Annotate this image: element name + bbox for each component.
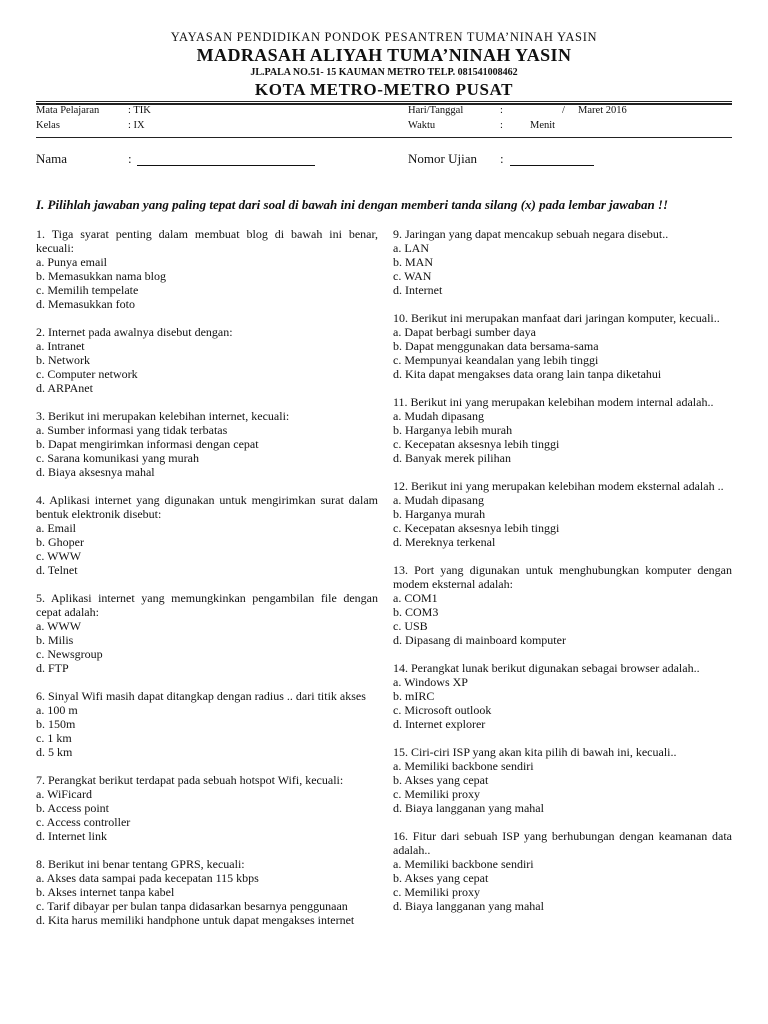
answer-option: b. Milis [36,633,74,647]
answer-option: b. MAN [393,255,434,269]
answer-option: b. Akses yang cepat [393,773,489,787]
answer-option: c. Kecepatan aksesnya lebih tinggi [393,437,560,451]
question-text: 10. Berikut ini merupakan manfaat dari jaringan komputer, kecuali.. [393,311,720,325]
answer-option: d. Internet [393,283,443,297]
question-text: 11. Berikut ini yang merupakan kelebihan modem internal adalah.. [393,395,714,409]
answer-option: c. WWW [36,549,82,563]
answer-option: a. Mudah dipasang [393,493,484,507]
question [36,409,378,479]
answer-option: b. Access point [36,801,109,815]
answer-option: b. COM3 [393,605,439,619]
question [36,493,378,577]
answer-option: c. Tarif dibayar per bulan tanpa didasarkan besarnya penggunaan [36,899,348,913]
question [36,773,378,843]
answer-option: d. 5 km [36,745,73,759]
answer-option: b. mIRC [393,689,435,703]
answer-option: c. WAN [393,269,432,283]
question-text: 5. Aplikasi internet yang memungkinkan pengambilan file dengan cepat adalah: [36,591,378,619]
answer-option: d. Internet link [36,829,107,843]
question [393,563,732,647]
question-text: 7. Perangkat berikut terdapat pada sebuah hotspot Wifi, kecuali: [36,773,344,787]
school-address: JL.PALA NO.51- 15 KAUMAN METRO TELP. 081541008462 [250,67,518,78]
answer-option: c. Access controller [36,815,131,829]
answer-option: d. ARPAnet [36,381,93,395]
answer-option: d. Mereknya terkenal [393,535,496,549]
answer-option: c. Memiliki proxy [393,787,480,801]
question-text: 6. Sinyal Wifi masih dapat ditangkap dengan radius .. dari titik akses [36,689,366,703]
question-text: 4. Aplikasi internet yang digunakan untuk mengirimkan surat dalam bentuk elektronik disebut: [36,493,378,521]
answer-option: b. Akses internet tanpa kabel [36,885,175,899]
answer-option: b. Dapat mengirimkan informasi dengan cepat [36,437,259,451]
question-text: 2. Internet pada awalnya disebut dengan: [36,325,233,339]
exam-number-label: Nomor Ujian [408,151,477,166]
question [36,689,378,759]
meta-divider [36,137,732,138]
questions-right-column [393,227,732,927]
answer-option: a. WiFicard [36,787,92,801]
name-label: Nama [36,151,68,166]
answer-option: a. Windows XP [393,675,468,689]
answer-option: d. Internet explorer [393,717,486,731]
answer-option: d. Kita dapat mengakses data orang lain tanpa diketahui [393,367,662,381]
question [393,829,732,913]
answer-option: d. Telnet [36,563,78,577]
question [393,479,732,549]
answer-option: b. Ghoper [36,535,84,549]
time-colon: : [500,120,503,131]
question [393,311,732,381]
name-field[interactable] [137,151,315,166]
time-label: Waktu [408,120,436,131]
exam-number-field[interactable] [510,151,594,166]
question [393,395,732,465]
answer-option: c. 1 km [36,731,72,745]
subject-value: : TIK [128,105,151,116]
school-city: KOTA METRO-METRO PUSAT [254,80,514,99]
answer-option: a. Intranet [36,339,85,353]
answer-option: c. Memilih tempelate [36,283,139,297]
answer-option: d. Biaya langganan yang mahal [393,899,544,913]
foundation-name: YAYASAN PENDIDIKAN PONDOK PESANTREN TUMA’NINAH YASIN [170,30,598,44]
question-text: 3. Berikut ini merupakan kelebihan internet, kecuali: [36,409,290,423]
answer-option: d. Banyak merek pilihan [393,451,511,465]
time-value: Menit [530,120,556,131]
answer-option: b. Harganya murah [393,507,486,521]
answer-option: c. USB [393,619,428,633]
answer-option: a. LAN [393,241,429,255]
exam-number-colon: : [500,151,504,166]
school-name: MADRASAH ALIYAH TUMA’NINAH YASIN [196,45,572,65]
answer-option: a. COM1 [393,591,438,605]
question [36,325,378,395]
answer-option: b. 150m [36,717,76,731]
answer-option: a. Mudah dipasang [393,409,484,423]
answer-option: d. Memasukkan foto [36,297,135,311]
answer-option: a. Punya email [36,255,107,269]
class-value: : IX [128,120,145,131]
question-text: 13. Port yang digunakan untuk menghubungkan komputer dengan modem eksternal adalah: [393,563,732,591]
answer-option: c. Newsgroup [36,647,103,661]
question-text: 1. Tiga syarat penting dalam membuat blog di bawah ini benar, kecuali: [36,227,378,255]
question-text: 12. Berikut ini yang merupakan kelebihan modem eksternal adalah .. [393,479,724,493]
answer-option: b. Memasukkan nama blog [36,269,166,283]
class-label: Kelas [36,120,60,131]
question [36,227,378,311]
answer-option: b. Akses yang cepat [393,871,489,885]
answer-option: d. Dipasang di mainboard komputer [393,633,566,647]
answer-option: b. Dapat menggunakan data bersama-sama [393,339,599,353]
instruction: I. Pilihlah jawaban yang paling tepat dari soal di bawah ini dengan memberi tanda silang (x) pada lembar jawaban !! [36,197,669,212]
day-label: Hari/Tanggal [408,105,464,116]
questions-left-column [36,227,378,941]
name-colon: : [128,151,132,166]
question-text: 15. Ciri-ciri ISP yang akan kita pilih di bawah ini, kecuali.. [393,745,677,759]
answer-option: d. Kita harus memiliki handphone untuk dapat mengakses internet [36,913,355,927]
answer-option: a. Memiliki backbone sendiri [393,857,534,871]
answer-option: a. 100 m [36,703,78,717]
answer-option: a. Sumber informasi yang tidak terbatas [36,423,228,437]
question [36,857,378,927]
answer-option: a. Email [36,521,76,535]
answer-option: a. Memiliki backbone sendiri [393,759,534,773]
answer-option: c. Sarana komunikasi yang murah [36,451,199,465]
question [36,591,378,675]
question-text: 8. Berikut ini benar tentang GPRS, kecuali: [36,857,245,871]
question [393,745,732,815]
answer-option: b. Harganya lebih murah [393,423,513,437]
answer-option: c. Microsoft outlook [393,703,492,717]
answer-option: a. Dapat berbagi sumber daya [393,325,536,339]
answer-option: c. Mempunyai keandalan yang lebih tinggi [393,353,599,367]
answer-option: d. Biaya langganan yang mahal [393,801,544,815]
answer-option: c. Computer network [36,367,138,381]
question [393,661,732,731]
header-divider [36,101,732,102]
question-text: 9. Jaringan yang dapat mencakup sebuah negara disebut.. [393,227,669,241]
answer-option: c. Kecepatan aksesnya lebih tinggi [393,521,560,535]
day-value: / Maret 2016 [562,105,627,116]
answer-option: c. Memiliki proxy [393,885,480,899]
question-text: 16. Fitur dari sebuah ISP yang berhubungan dengan keamanan data adalah.. [393,829,732,857]
answer-option: b. Network [36,353,90,367]
subject-label: Mata Pelajaran [36,105,100,116]
question [393,227,732,297]
day-colon: : [500,105,503,116]
answer-option: d. FTP [36,661,69,675]
question-text: 14. Perangkat lunak berikut digunakan sebagai browser adalah.. [393,661,700,675]
answer-option: a. WWW [36,619,82,633]
answer-option: d. Biaya aksesnya mahal [36,465,155,479]
answer-option: a. Akses data sampai pada kecepatan 115 kbps [36,871,259,885]
